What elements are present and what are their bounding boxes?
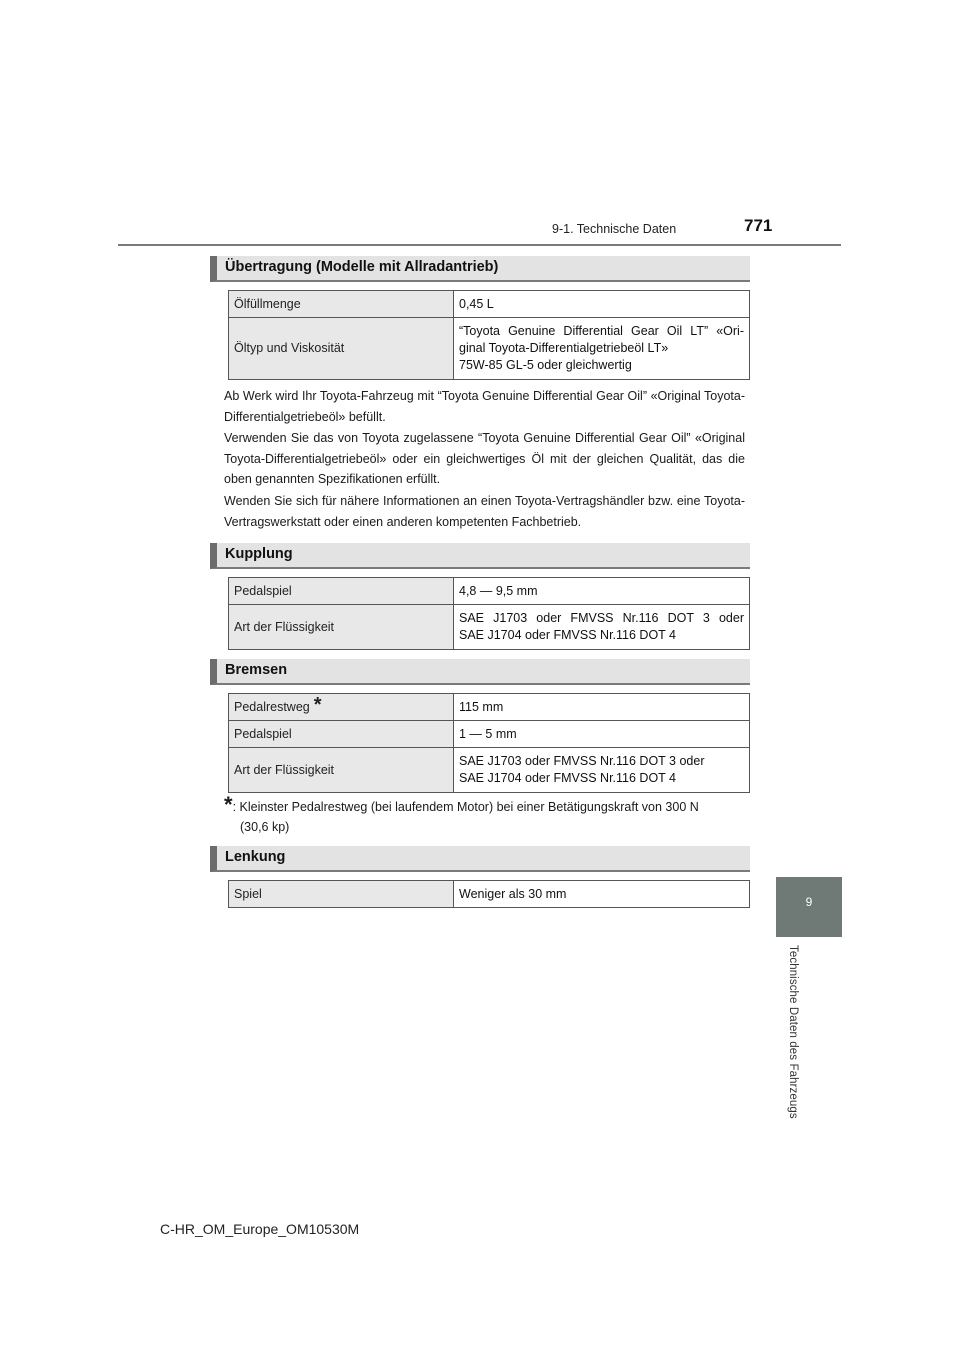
table-row — [229, 605, 750, 650]
table-row — [229, 881, 750, 908]
header-section-title: 9-1. Technische Daten — [552, 222, 677, 236]
footnote — [224, 792, 746, 837]
spec-value-line: SAE J1704 oder FMVSS Nr.116 DOT 4 — [459, 628, 676, 642]
chapter-title-vertical: Technische Daten des Fahrzeugs — [787, 945, 799, 1119]
section-heading-transmission: Übertragung (Modelle mit Allradantrieb) — [210, 256, 750, 282]
section-heading-clutch: Kupplung — [210, 543, 750, 569]
spec-key: Pedalspiel — [229, 721, 454, 748]
spec-key-label: Pedalrestweg — [234, 699, 310, 714]
spec-value-line: 75W-85 GL-5 oder gleichwertig — [459, 358, 632, 372]
section-heading-steering: Lenkung — [210, 846, 750, 872]
spec-key: Art der Flüssigkeit — [229, 605, 454, 650]
spec-key: Ölfüllmenge — [229, 291, 454, 318]
spec-key — [229, 694, 454, 721]
page-number: 771 — [744, 216, 773, 235]
section-heading-brakes: Bremsen — [210, 659, 750, 685]
spec-table-steering — [228, 880, 750, 908]
spec-table-brakes — [228, 693, 750, 793]
footnote-text-continued: (30,6 kp) — [240, 820, 290, 834]
spec-value-line: SAE J1704 oder FMVSS Nr.116 DOT 4 — [459, 771, 676, 785]
body-paragraph: Wenden Sie sich für nähere Informationen an einen Toyota-Vertragshändler bzw. eine Toyota-Vertragswerkstatt oder einen anderen kompetenten Fachbetrieb. — [224, 494, 745, 529]
spec-key: Spiel — [229, 881, 454, 908]
table-row — [229, 291, 750, 318]
document-code: C-HR_OM_Europe_OM10530M — [160, 1221, 360, 1237]
spec-key: Öltyp und Viskosität — [229, 318, 454, 380]
body-paragraph: Ab Werk wird Ihr Toyota-Fahrzeug mit “Toyota Genuine Differential Gear Oil” «Original Toyota-Differentialgetriebeöl» befüllt. — [224, 389, 745, 424]
footnote-marker: * — [224, 792, 233, 817]
table-row — [229, 578, 750, 605]
spec-value — [454, 605, 750, 650]
table-row — [229, 694, 750, 721]
spec-key: Art der Flüssigkeit — [229, 748, 454, 793]
spec-table-clutch — [228, 577, 750, 650]
spec-value: 4,8 — 9,5 mm — [454, 578, 750, 605]
spec-value: Weniger als 30 mm — [454, 881, 750, 908]
spec-value-line: SAE J1703 oder FMVSS Nr.116 DOT 3 oder — [459, 754, 705, 768]
table-row — [229, 318, 750, 380]
table-row — [229, 748, 750, 793]
table-row — [229, 721, 750, 748]
chapter-tab: 9 — [776, 877, 842, 937]
spec-value-line: SAE J1703 oder FMVSS Nr.116 DOT 3 oder — [459, 611, 744, 625]
spec-value — [454, 748, 750, 793]
spec-value — [454, 318, 750, 380]
spec-value-line: “Toyota Genuine Differential Gear Oil LT” «Ori- — [459, 324, 744, 338]
spec-value: 1 — 5 mm — [454, 721, 750, 748]
footnote-marker: * — [313, 693, 322, 716]
spec-value-line: ginal Toyota-Differentialgetriebeöl LT» — [459, 341, 669, 355]
footnote-text: : Kleinster Pedalrestweg (bei laufendem Motor) bei einer Betätigungskraft von 300 N — [232, 800, 699, 814]
spec-value: 115 mm — [454, 694, 750, 721]
body-paragraph: Verwenden Sie das von Toyota zugelassene “Toyota Genuine Differential Gear Oil” «Original Toyota-Differentialgetriebeöl» oder ein gleichwertiges Öl mit der gleichen Qualität, das die oben genannten Spezifikationen erfüllt. — [224, 431, 745, 486]
spec-key: Pedalspiel — [229, 578, 454, 605]
header-divider — [118, 244, 841, 246]
spec-table-transmission — [228, 290, 750, 380]
spec-value: 0,45 L — [454, 291, 750, 318]
